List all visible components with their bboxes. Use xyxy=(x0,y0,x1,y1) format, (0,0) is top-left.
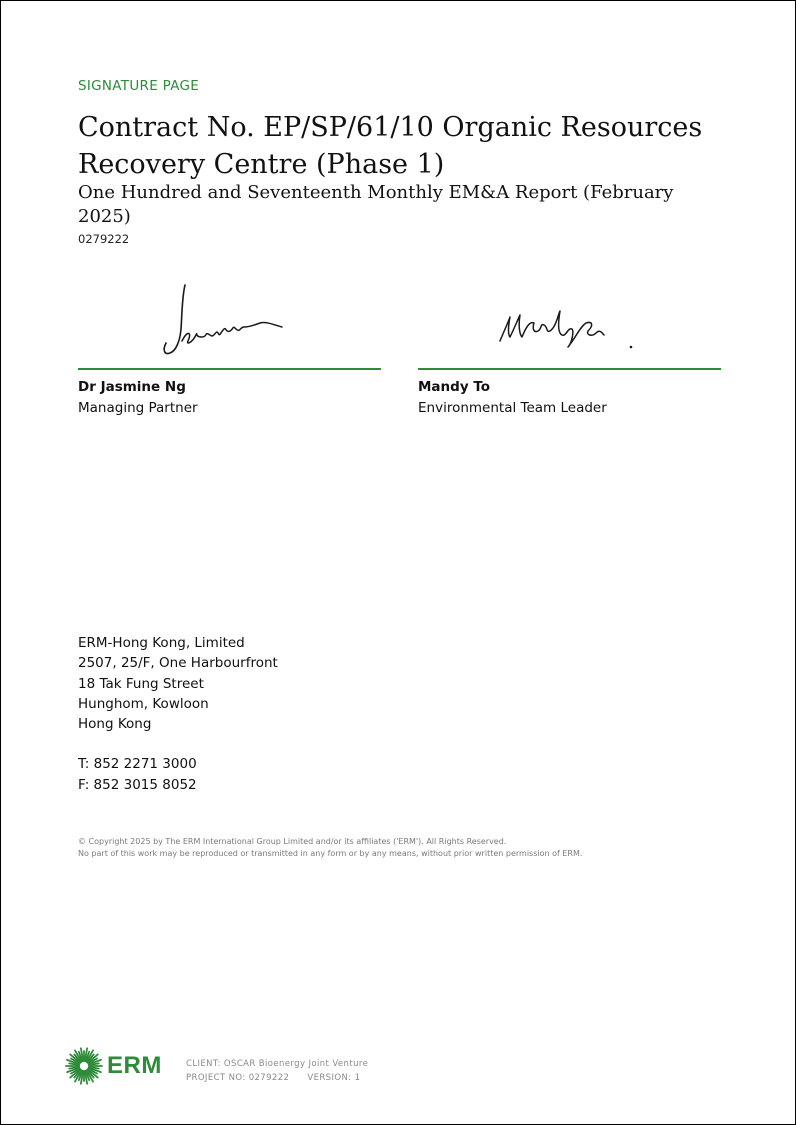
erm-logo xyxy=(65,1047,162,1085)
page-title: Contract No. EP/SP/61/10 Organic Resources Recovery Centre (Phase 1) xyxy=(78,112,703,180)
project-code: 0279222 xyxy=(78,232,130,246)
contact-details xyxy=(78,754,197,795)
signature-image-jasmine-ng xyxy=(78,271,381,367)
signatory-name: Mandy To xyxy=(418,379,491,395)
signature-image-mandy-to xyxy=(418,271,721,367)
address-line: 2507, 25/F, One Harbourfront xyxy=(78,655,278,672)
address-line: 18 Tak Fung Street xyxy=(78,675,204,692)
address-line: Hong Kong xyxy=(78,716,152,733)
signatory-role: Managing Partner xyxy=(78,400,198,416)
signatory-name: Dr Jasmine Ng xyxy=(78,379,186,395)
footer-version: VERSION: 1 xyxy=(307,1073,361,1083)
signature-block-jasmine-ng xyxy=(78,271,381,416)
signature-line xyxy=(418,368,721,370)
footer-client: CLIENT: OSCAR Bioenergy Joint Venture xyxy=(186,1059,369,1069)
page-subtitle: One Hundred and Seventeenth Monthly EM&A Report (February 2025) xyxy=(78,182,674,227)
footer-meta xyxy=(186,1057,368,1085)
footer-project-line xyxy=(186,1071,368,1085)
footer-project: PROJECT NO: 0279222 xyxy=(186,1073,290,1083)
signature-block-mandy-to xyxy=(418,271,721,416)
copyright-notice xyxy=(78,836,582,860)
signatory-role: Environmental Team Leader xyxy=(418,400,607,416)
address-line: ERM-Hong Kong, Limited xyxy=(78,635,245,651)
erm-burst-icon xyxy=(65,1047,103,1085)
address-line: Hunghom, Kowloon xyxy=(78,695,209,712)
erm-logo-text: ERM xyxy=(107,1052,162,1079)
fax-number: F: 852 3015 8052 xyxy=(78,776,197,793)
phone-number: T: 852 2271 3000 xyxy=(78,756,197,772)
copyright-line: No part of this work may be reproduced or transmitted in any form or by any means, without prior written permission of ERM. xyxy=(78,849,583,858)
company-address xyxy=(78,633,278,734)
signature-line xyxy=(78,368,381,370)
copyright-line: © Copyright 2025 by The ERM International Group Limited and/or its affiliates ('ERM'). All Rights Reserved. xyxy=(78,837,507,846)
page-kicker: SIGNATURE PAGE xyxy=(78,78,200,94)
